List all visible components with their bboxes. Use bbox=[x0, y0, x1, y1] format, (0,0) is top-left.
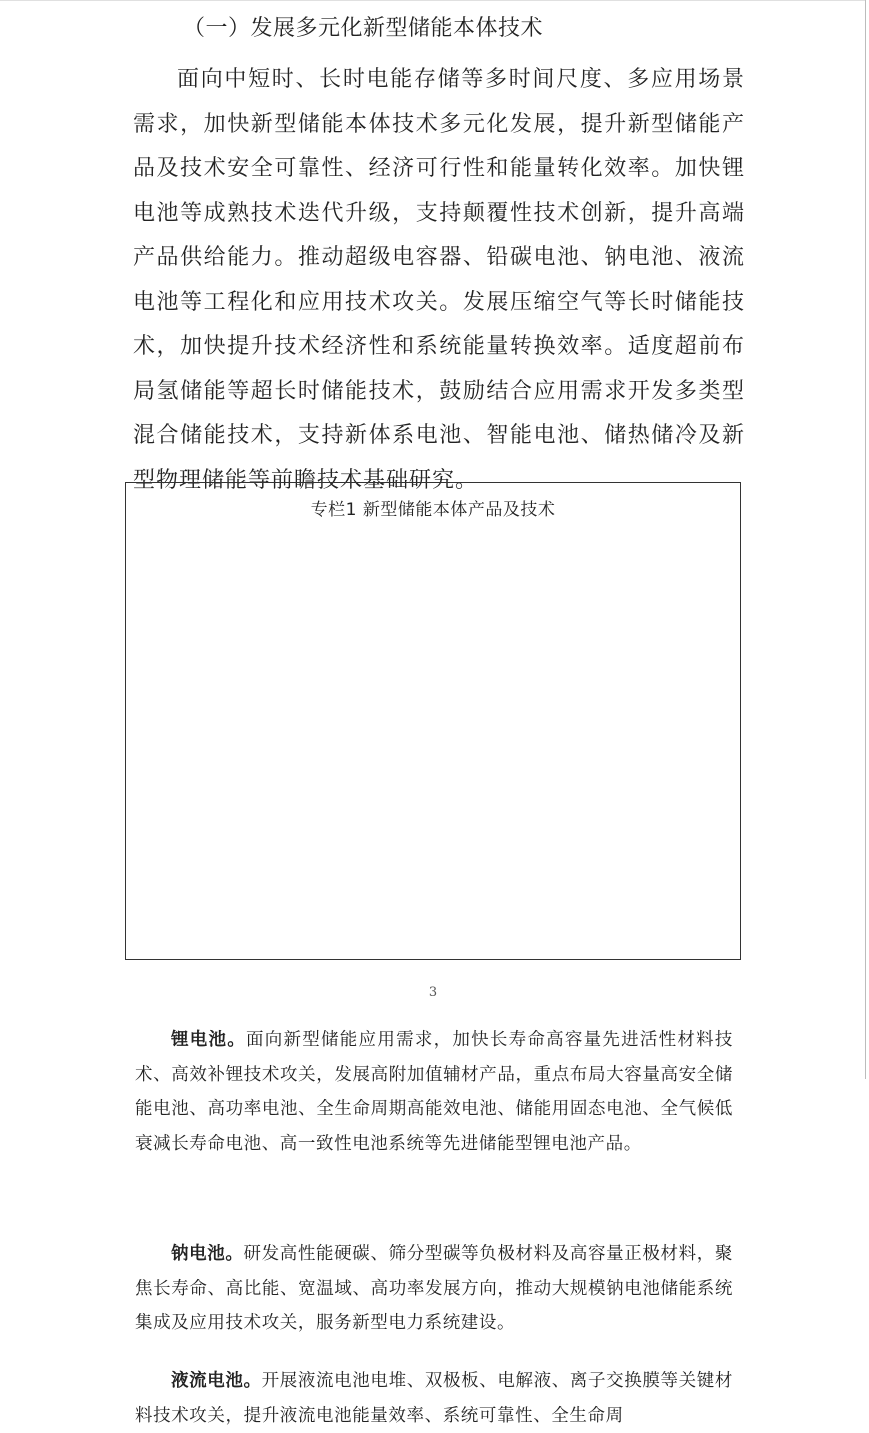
box-item-text: 开展液流电池电堆、双极板、电解液、离子交换膜等关键材料技术攻关，提升液流电池能量效率、系统可靠性、全生命周 bbox=[135, 1371, 733, 1426]
page-right-edge bbox=[865, 0, 866, 1079]
box-item-term: 钠电池。 bbox=[171, 1244, 244, 1264]
box-item-term: 锂电池。 bbox=[171, 1030, 247, 1050]
box-item-term: 液流电池。 bbox=[171, 1371, 262, 1391]
page-top-edge bbox=[0, 0, 866, 1]
box-item-text: 研发高性能硬碳、筛分型碳等负极材料及高容量正极材料，聚焦长寿命、高比能、宽温域、高功率发展方向，推动大规模钠电池储能系统集成及应用技术攻关，服务新型电力系统建设。 bbox=[135, 1244, 734, 1334]
feature-box-title: 专栏1 新型储能本体产品及技术 bbox=[310, 500, 556, 520]
box-item-sodium bbox=[135, 1237, 733, 1341]
box-item-text: 面向新型储能应用需求，加快长寿命高容量先进活性材料技术、高效补锂技术攻关，发展高附加值辅材产品，重点布局大容量高安全储能电池、高功率电池、全生命周期高能效电池、储能用固态电池、全气候低衰减长寿命电池、高一致性电池系统等先进储能型锂电池产品。 bbox=[135, 1030, 733, 1155]
intro-paragraph: 面向中短时、长时电能存储等多时间尺度、多应用场景需求，加快新型储能本体技术多元化发展，提升新型储能产品及技术安全可靠性、经济可行性和能量转化效率。加快锂电池等成熟技术迭代升级，支持颠覆性技术创新，提升高端产品供给能力。推动超级电容器、铅碳电池、钠电池、液流电池等工程化和应用技术攻关。发展压缩空气等长时储能技术，加快提升技术经济性和系统能量转换效率。适度超前布局氢储能等超长时储能技术，鼓励结合应用需求开发多类型混合储能技术，支持新体系电池、智能电池、储热储冷及新型物理储能等前瞻技术基础研究。 bbox=[133, 67, 745, 493]
section-heading: （一）发展多元化新型储能本体技术 bbox=[183, 16, 544, 41]
page-number: 3 bbox=[428, 985, 438, 1000]
box-item-lithium bbox=[135, 1023, 733, 1162]
box-item-flow-battery bbox=[135, 1364, 733, 1433]
feature-box bbox=[125, 482, 741, 1426]
